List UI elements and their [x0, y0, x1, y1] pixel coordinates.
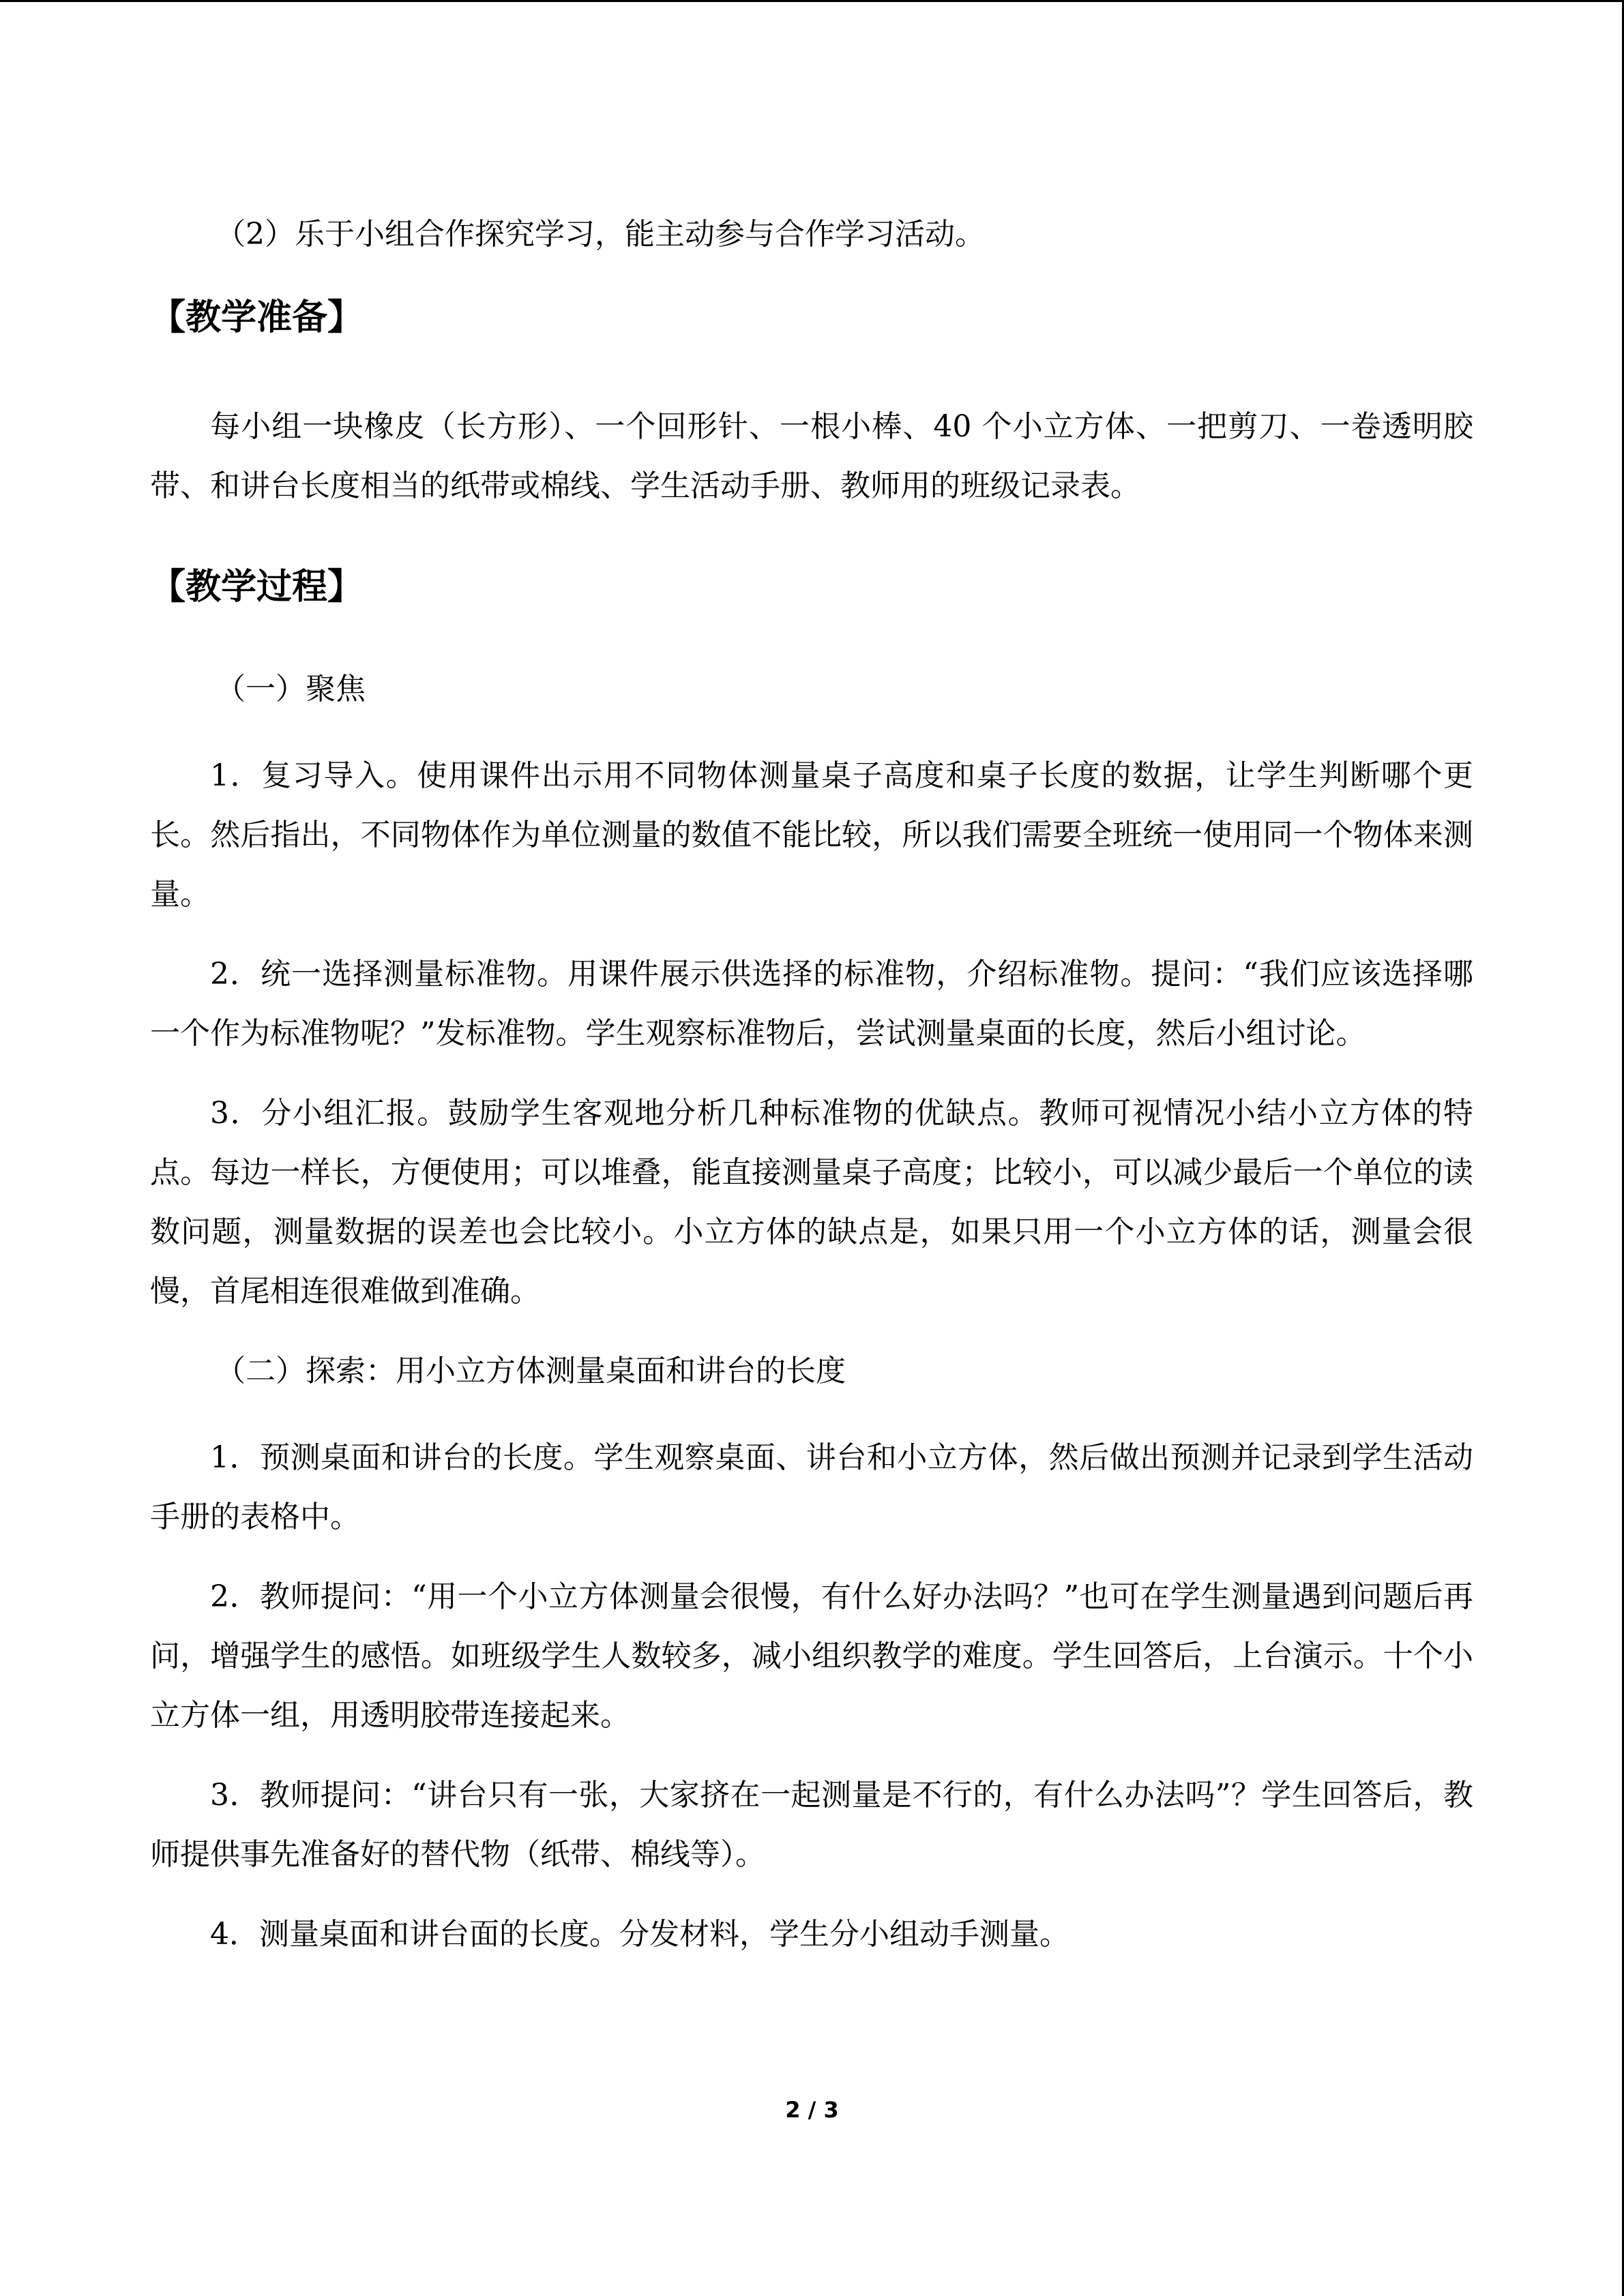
step-paragraph: 3．教师提问：“讲台只有一张，大家挤在一起测量是不行的，有什么办法吗”？学生回答后，教师提供事先准备好的替代物（纸带、棉线等）。: [150, 1778, 1473, 1872]
step-paragraph: 2．教师提问：“用一个小立方体测量会很慢，有什么好办法吗？”也可在学生测量遇到问题后再问，增强学生的感悟。如班级学生人数较多，减小组织教学的难度。学生回答后，上台演示。十个小立方体一组，用透明胶带连接起来。: [150, 1579, 1473, 1733]
preparation-text: 每小组一块橡皮（长方形）、一个回形针、一根小棒、40 个小立方体、一把剪刀、一卷透明胶带、和讲台长度相当的纸带或棉线、学生活动手册、教师用的班级记录表。: [150, 409, 1473, 503]
heading-preparation: 【教学准备】: [150, 297, 364, 338]
step-paragraph: 2．统一选择测量标准物。用课件展示供选择的标准物，介绍标准物。提问：“我们应该选择哪一个作为标准物呢？”发标准物。学生观察标准物后，尝试测量桌面的长度，然后小组讨论。: [150, 957, 1473, 1051]
part1-title: （一）聚焦: [216, 672, 366, 706]
step-paragraph: 4．测量桌面和讲台面的长度。分发材料，学生分小组动手测量。: [210, 1917, 1069, 1952]
objective-item-2: （2）乐于小组合作探究学习，能主动参与合作学习活动。: [216, 217, 985, 252]
step-paragraph: 1．复习导入。使用课件出示用不同物体测量桌子高度和桌子长度的数据，让学生判断哪个更长。然后指出，不同物体作为单位测量的数值不能比较，所以我们需要全班统一使用同一个物体来测量。: [150, 758, 1473, 912]
part2-title: （二）探索：用小立方体测量桌面和讲台的长度: [216, 1354, 846, 1388]
step-paragraph: 3．分小组汇报。鼓励学生客观地分析几种标准物的优缺点。教师可视情况小结小立方体的特点。每边一样长，方便使用；可以堆叠，能直接测量桌子高度；比较小，可以减少最后一个单位的读数问题，测量数据的误差也会比较小。小立方体的缺点是，如果只用一个小立方体的话，测量会很慢，首尾相连很难做到准确。: [150, 1096, 1473, 1309]
document-body: [150, 205, 1473, 1984]
step-paragraph: 1．预测桌面和讲台的长度。学生观察桌面、讲台和小立方体，然后做出预测并记录到学生活动手册的表格中。: [150, 1440, 1473, 1534]
heading-process: 【教学过程】: [150, 567, 364, 608]
page-number: 2 / 3: [785, 2097, 839, 2123]
